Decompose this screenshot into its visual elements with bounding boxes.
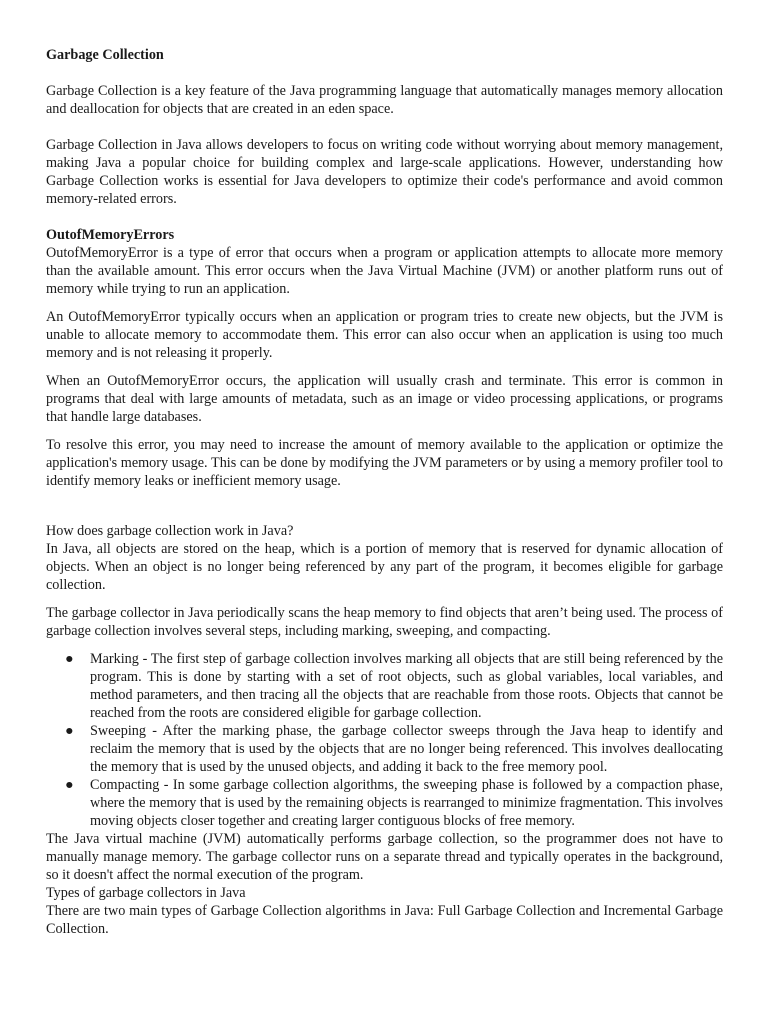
- list-item-text: Marking - The first step of garbage collection involves marking all objects that are still being referenced by the program. This is done by starting with a set of root objects, such as global variables, local variables, and method parameters, and then tracing all the objects that are reachable from those roots. Objects that cannot be reached from the roots are considered eligible for garbage collection.: [90, 651, 723, 721]
- bullet-icon: ●: [65, 723, 74, 739]
- types-paragraph-1: There are two main types of Garbage Collection algorithms in Java: Full Garbage Collection and Incremental Garbage Collection.: [46, 903, 723, 937]
- document-title: Garbage Collection: [46, 47, 164, 63]
- types-heading: Types of garbage collectors in Java: [46, 885, 246, 901]
- oom-paragraph-1: OutofMemoryError is a type of error that occurs when a program or application attempts to allocate more memory than the available amount. This error occurs when the Java Virtual Machine (JVM) or another platform runs out of memory while trying to run an application.: [46, 245, 723, 297]
- list-item-sweeping: [65, 722, 723, 776]
- gc-steps-list: [46, 650, 723, 830]
- how-paragraph-3: The Java virtual machine (JVM) automatically performs garbage collection, so the programmer does not have to manually manage memory. The garbage collector runs on a separate thread and typically operates in the background, so it doesn't affect the normal execution of the program.: [46, 831, 723, 883]
- list-item-text: Compacting - In some garbage collection algorithms, the sweeping phase is followed by a compaction phase, where the memory that is used by the remaining objects is rearranged to minimize fragmentation. This involves moving objects closer together and creating larger contiguous blocks of free memory.: [90, 777, 723, 829]
- how-paragraph-2: The garbage collector in Java periodically scans the heap memory to find objects that aren’t being used. The process of garbage collection involves several steps, including marking, sweeping, and compacting.: [46, 605, 723, 639]
- how-paragraph-1: In Java, all objects are stored on the heap, which is a portion of memory that is reserved for dynamic allocation of objects. When an object is no longer being referenced by any part of the program, it becomes eligible for garbage collection.: [46, 541, 723, 593]
- document-page: [46, 46, 723, 938]
- bullet-icon: ●: [65, 651, 74, 667]
- list-item-text: Sweeping - After the marking phase, the garbage collector sweeps through the Java heap to identify and reclaim the memory that is used by the objects that are no longer being referenced. This involves deallocating the memory that is used by the unused objects, and adding it back to the free memory pool.: [90, 723, 723, 775]
- how-heading: How does garbage collection work in Java?: [46, 523, 294, 539]
- intro-paragraph-1: Garbage Collection is a key feature of the Java programming language that automatically manages memory allocation and deallocation for objects that are created in an eden space.: [46, 83, 723, 117]
- oom-paragraph-2: An OutofMemoryError typically occurs when an application or program tries to create new objects, but the JVM is unable to allocate memory to accommodate them. This error can also occur when an application is using too much memory and is not releasing it properly.: [46, 309, 723, 361]
- bullet-icon: ●: [65, 777, 74, 793]
- oom-heading: OutofMemoryErrors: [46, 227, 175, 243]
- oom-paragraph-4: To resolve this error, you may need to increase the amount of memory available to the application or optimize the application's memory usage. This can be done by modifying the JVM parameters or by using a memory profiler tool to identify memory leaks or inefficient memory usage.: [46, 437, 723, 489]
- list-item-compacting: [65, 776, 723, 830]
- intro-paragraph-2: Garbage Collection in Java allows developers to focus on writing code without worrying about memory management, making Java a popular choice for building complex and large-scale applications. However, understanding how Garbage Collection works is essential for Java developers to optimize their code's performance and avoid common memory-related errors.: [46, 137, 723, 207]
- oom-paragraph-3: When an OutofMemoryError occurs, the application will usually crash and terminate. This error is common in programs that deal with large amounts of metadata, such as an image or video processing applications, or programs that handle large databases.: [46, 373, 723, 425]
- list-item-marking: [65, 650, 723, 722]
